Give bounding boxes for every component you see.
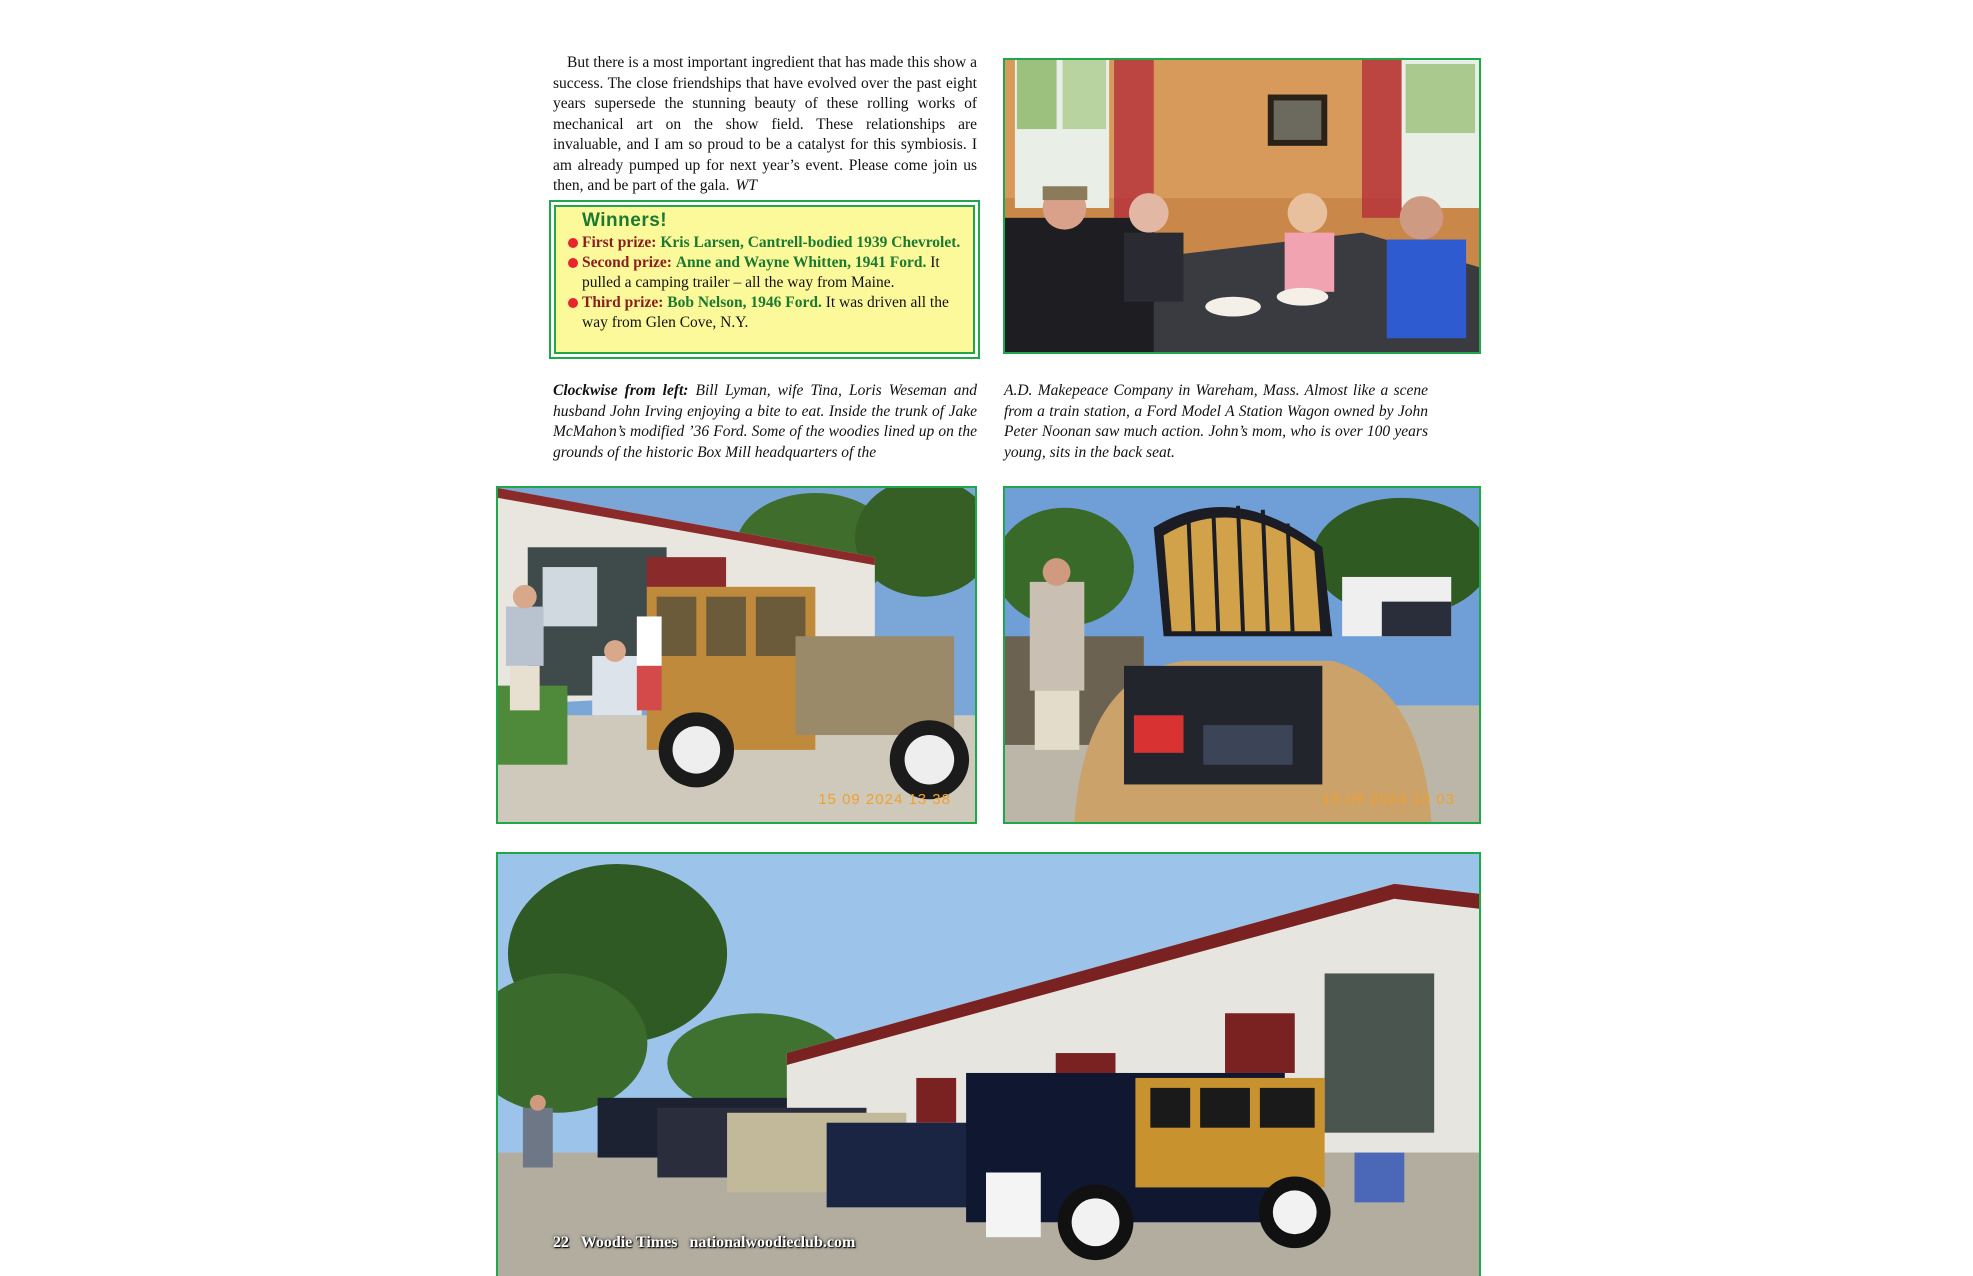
winner-place: Second prize: — [582, 254, 672, 271]
bullet-icon — [568, 238, 578, 248]
winner-place: Third prize: — [582, 294, 664, 311]
photo-woodie-lineup — [496, 852, 1481, 1276]
winners-box — [554, 205, 975, 354]
bullet-icon — [568, 258, 578, 268]
photo-diners-image — [1005, 60, 1479, 352]
winners-title: Winners! — [582, 210, 668, 231]
photo-trunk — [1003, 486, 1481, 824]
caption-left-column — [553, 381, 977, 463]
author-signature: WT — [735, 177, 758, 194]
page-footer — [553, 1234, 855, 1252]
winner-note: It pulled a camping trailer – all the way from Maine. — [582, 254, 940, 291]
photo-timestamp: 15 09 2024 13 03 — [1322, 791, 1455, 808]
magazine-name: Woodie Times — [580, 1234, 678, 1251]
winner-second — [582, 253, 963, 293]
photo-station-wagon-image — [498, 488, 975, 822]
winner-place: First prize: — [582, 234, 657, 251]
winner-name: Bob Nelson, 1946 Ford. — [667, 294, 822, 311]
caption-lead: Clockwise from left: — [553, 382, 689, 399]
winner-name: Kris Larsen, Cantrell-bodied 1939 Chevrolet. — [660, 234, 961, 251]
photo-trunk-image — [1005, 488, 1479, 822]
winner-first — [582, 233, 963, 253]
photo-woodie-lineup-image — [498, 854, 1479, 1276]
winner-name: Anne and Wayne Whitten, 1941 Ford. — [675, 254, 927, 271]
page-number: 22 — [553, 1234, 569, 1251]
photo-diners — [1003, 58, 1481, 354]
intro-paragraph — [553, 53, 977, 197]
website-link[interactable]: nationalwoodieclub.com — [689, 1234, 856, 1251]
caption-right-text: A.D. Makepeace Company in Wareham, Mass. Almost like a scene from a train station, a Ford Model A Station Wagon owned by John Peter Noonan saw much action. John’s mom, who is over 100 years young, sits in the back seat. — [1004, 382, 1428, 461]
caption-left-text: Bill Lyman, wife Tina, Loris Weseman and husband John Irving enjoying a bite to eat. Inside the trunk of Jake McMahon’s modified ’36 Ford. Some of the woodies lined up on the grounds of the historic Box Mill headquarters of the — [553, 382, 977, 461]
winner-third — [582, 293, 963, 333]
bullet-icon — [568, 298, 578, 308]
photo-timestamp: 15 09 2024 13 38 — [818, 791, 951, 808]
intro-text: But there is a most important ingredient that has made this show a success. The close friendships that have evolved over the past eight years supersede the stunning beauty of these rolling works of mechanical art on the show field. These relationships are invaluable, and I am so proud to be a catalyst for this symbiosis. I am already pumped up for next year’s event. Please come join us then, and be part of the gala. — [553, 54, 977, 194]
caption-right-column — [1004, 381, 1428, 463]
winner-note: It was driven all the way from Glen Cove, N.Y. — [582, 294, 949, 331]
photo-station-wagon — [496, 486, 977, 824]
